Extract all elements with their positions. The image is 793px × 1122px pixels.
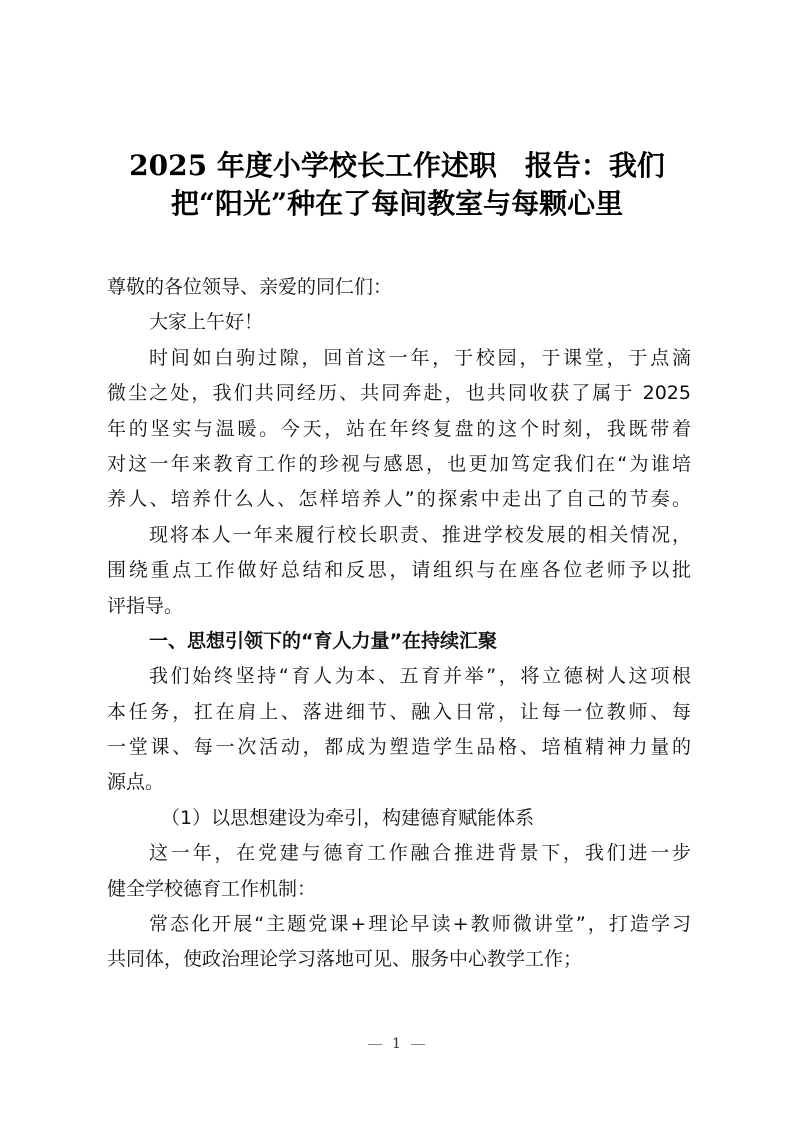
section-heading bbox=[107, 624, 691, 659]
greeting-text: 大家上午好！ bbox=[149, 311, 264, 334]
text-line: 对这一年来教育工作的珍视与感恩，也更加笃定我们在“为谁培 bbox=[107, 452, 691, 475]
page-number: 1 bbox=[392, 1036, 401, 1052]
text-line: 年的坚实与温暖。今天，站在年终复盘的这个时刻，我既带着 bbox=[107, 417, 691, 440]
document-body bbox=[107, 270, 691, 978]
text-line: 围绕重点工作做好总结和反思，请组织与在座各位老师予以批 bbox=[107, 559, 691, 582]
text-line: 评指导。 bbox=[107, 594, 184, 617]
greeting-paragraph bbox=[107, 305, 691, 340]
salutation-text: 尊敬的各位领导、亲爱的同仁们： bbox=[107, 276, 393, 298]
document-title bbox=[100, 147, 694, 223]
intro-paragraph bbox=[107, 341, 691, 518]
measures-paragraph bbox=[107, 907, 691, 978]
text-line: 这一年，在党建与德育工作融合推进背景下，我们进一步 bbox=[149, 842, 691, 865]
title-line-2: 把“阳光”种在了每间教室与每颗心里 bbox=[170, 187, 624, 220]
text-line: 现将本人一年来履行校长职责、推进学校发展的相关情况， bbox=[149, 523, 691, 546]
text-line: 共同体，使政治理论学习落地可见、服务中心教学工作； bbox=[107, 948, 583, 971]
text-line: 一堂课、每一次活动，都成为塑造学生品格、培植精神力量的 bbox=[107, 736, 691, 759]
dash-right bbox=[411, 1044, 425, 1045]
dash-left bbox=[368, 1044, 382, 1045]
subsection-paragraph bbox=[107, 836, 691, 907]
section-heading-text: 一、思想引领下的“育人力量”在持续汇聚 bbox=[149, 629, 497, 652]
text-line: 我们始终坚持“育人为本、五育并举”，将立德树人这项根 bbox=[149, 665, 691, 688]
scope-paragraph bbox=[107, 518, 691, 624]
text-line: 微尘之处，我们共同经历、共同奔赴，也共同收获了属于 2025 bbox=[107, 382, 691, 405]
title-line-1: 2025 年度小学校长工作述职 报告：我们 bbox=[129, 149, 665, 182]
section-intro-paragraph bbox=[107, 659, 691, 801]
text-line: 常态化开展“主题党课+理论早读+教师微讲堂”，打造学习 bbox=[149, 913, 691, 936]
text-line: 源点。 bbox=[107, 771, 165, 794]
salutation-paragraph bbox=[107, 270, 691, 305]
text-line: 健全学校德育工作机制： bbox=[107, 877, 317, 900]
text-line: 时间如白驹过隙，回首这一年，于校园，于课堂，于点滴 bbox=[149, 346, 691, 369]
subsection-heading-text: （1）以思想建设为牵引，构建德育赋能体系 bbox=[161, 806, 535, 829]
subsection-heading bbox=[107, 801, 691, 836]
page-number-footer bbox=[0, 1036, 793, 1052]
text-line: 养人、培养什么人、怎样培养人”的探索中走出了自己的节奏。 bbox=[107, 488, 691, 511]
text-line: 本任务，扛在肩上、落进细节、融入日常，让每一位教师、每 bbox=[107, 700, 691, 723]
